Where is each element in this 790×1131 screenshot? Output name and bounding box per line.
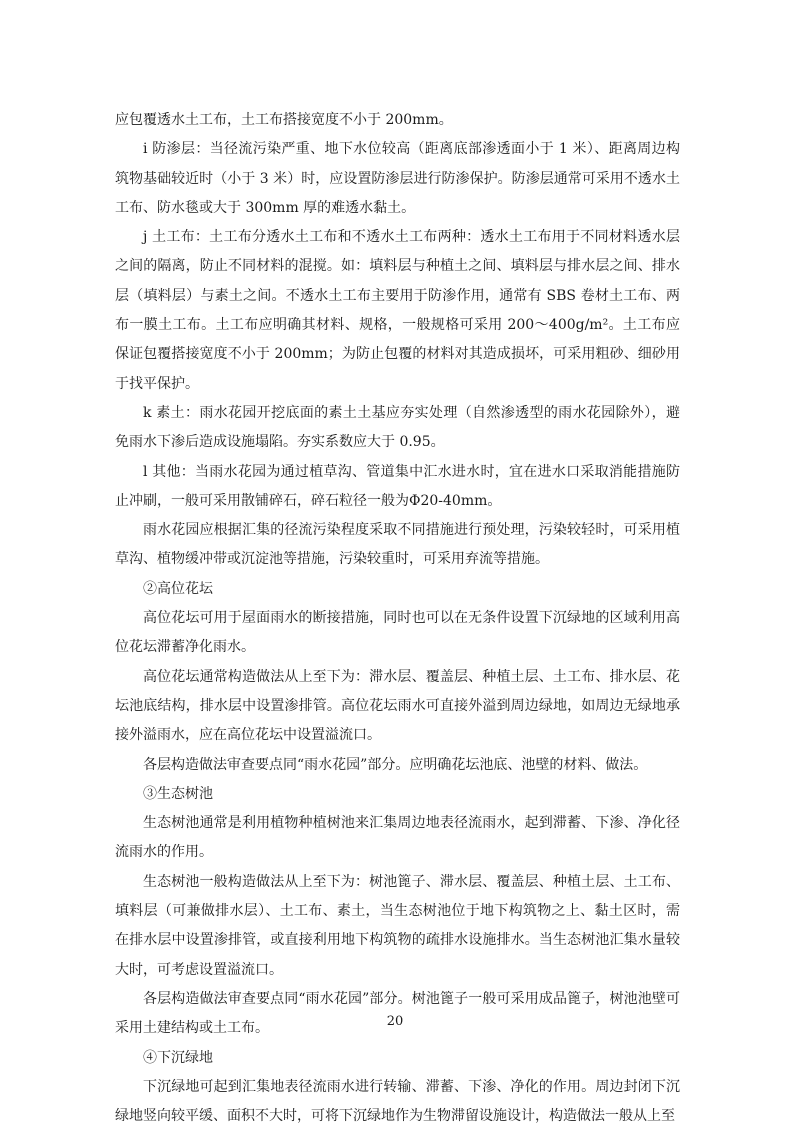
paragraph-3: j 土工布：土工布分透水土工布和不透水土工布两种：透水土工布用于不同材料透水层之间的隔离，防止不同材料的混搅。如：填料层与种植土之间、填料层与排水层之间、排水层（填料层）与素土之间。不透水土工布主要用于防渗作用，通常有 SBS 卷材土工布、两布一膜土工布。土工布应明确其材料、规格，一般规格可采用 200～400g/m²。土工布应保证包覆搭接宽度不小于 200mm；为防止包覆的材料对其造成损坏，可采用粗砂、细砂用于找平保护。 [115,229,680,392]
paragraph-13: 生态树池一般构造做法从上至下为：树池篦子、滞水层、覆盖层、种植土层、土工布、填料层（可兼做排水层）、土工布、素土，当生态树池位于地下构筑物之上、黏土区时，需在排水层中设置渗排管，或直接利用地下构筑物的疏排水设施排水。当生态树池汇集水量较大时，可考虑设置溢流口。 [115,873,680,978]
paragraph-10: 各层构造做法审查要点同“雨水花园”部分。应明确花坛池底、池壁的材料、做法。 [143,756,648,773]
page-number: 20 [386,1014,404,1029]
paragraph-1: 应包覆透水土工布，土工布搭接宽度不小于 200mm。 [115,112,453,128]
paragraph-9: 高位花坛通常构造做法从上至下为：滞水层、覆盖层、种植土层、土工布、排水层、花坛池底结构，排水层中设置渗排管。高位花坛雨水可直接外溢到周边绿地，如周边无绿地承接外溢雨水，应在高位花坛中设置溢流口。 [115,668,680,744]
paragraph-6: 雨水花园应根据汇集的径流污染程度采取不同措施进行预处理，污染较轻时，可采用植草沟、植物缓冲带或沉淀池等措施，污染较重时，可采用弃流等措施。 [115,522,680,568]
paragraph-8: 高位花坛可用于屋面雨水的断接措施，同时也可以在无条件设置下沉绿地的区域利用高位花坛滞蓄净化雨水。 [115,610,680,656]
paragraph-16: 下沉绿地可起到汇集地表径流雨水进行转输、滞蓄、下渗、净化的作用。周边封闭下沉绿地竖向较平缓、面积不大时，可将下沉绿地作为生物滞留设施设计，构造做法一般从上至 [115,1078,680,1125]
section-heading-high-flower-bed: ②高位花坛 [143,580,213,597]
paragraph-4: k 素土：雨水花园开挖底面的素土土基应夯实处理（自然渗透型的雨水花园除外），避免雨水下渗后造成设施塌陷。夯实系数应大于 0.95。 [115,404,680,451]
paragraph-5: l 其他：当雨水花园为通过植草沟、管道集中汇水进水时，宜在进水口采取消能措施防止冲刷，一般可采用散铺碎石，碎石粒径一般为Φ20-40mm。 [115,463,680,509]
document-body [115,106,680,1131]
section-heading-eco-tree-pool: ③生态树池 [143,785,213,802]
section-heading-sunken-greenland: ④下沉绿地 [143,1049,213,1066]
paragraph-2: i 防渗层：当径流污染严重、地下水位较高（距离底部渗透面小于 1 米）、距离周边构筑物基础较近时（小于 3 米）时，应设置防渗层进行防渗保护。防渗层通常可采用不透水土工布、防水毯或大于 300mm 厚的难透水黏土。 [115,141,680,216]
paragraph-14: 各层构造做法审查要点同“雨水花园”部分。树池篦子一般可采用成品篦子，树池池壁可采用土建结构或土工布。 [115,990,680,1037]
paragraph-12: 生态树池通常是利用植物种植树池来汇集周边地表径流雨水，起到滞蓄、下渗、净化径流雨水的作用。 [115,815,680,861]
